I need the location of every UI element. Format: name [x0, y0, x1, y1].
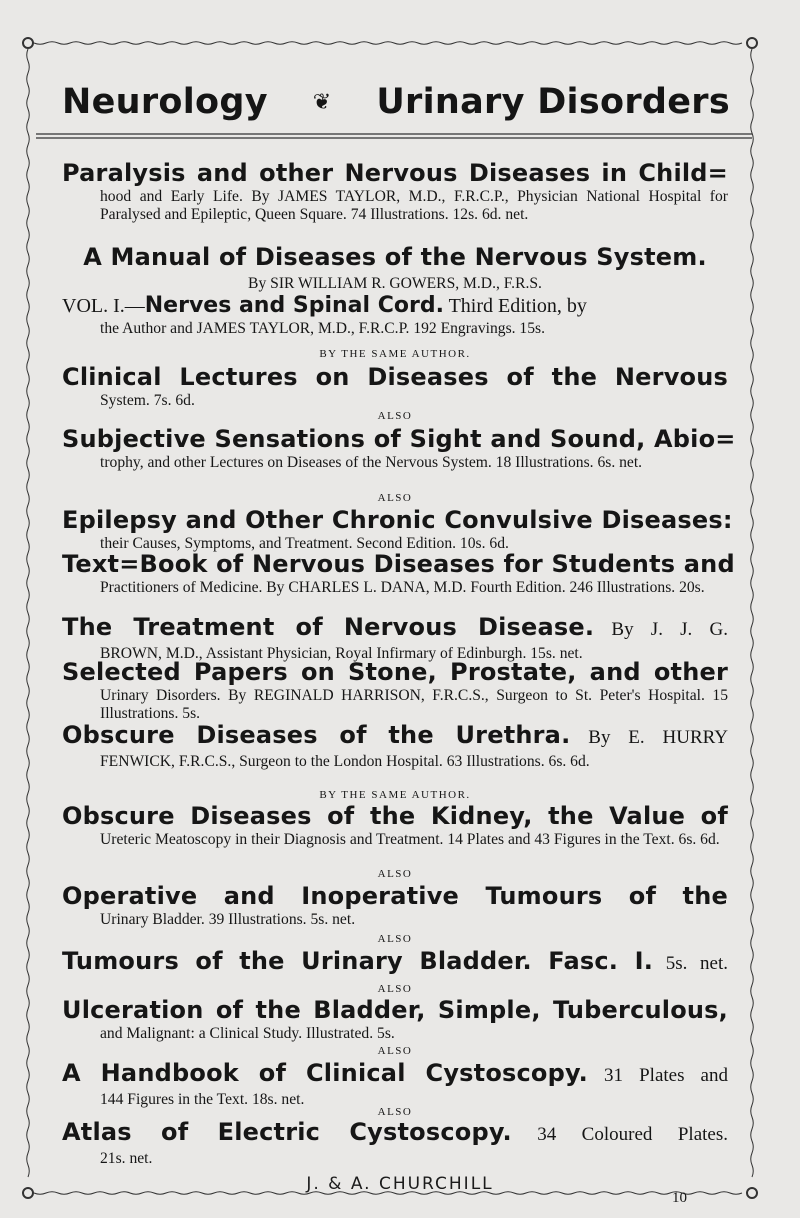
book-entry — [62, 1117, 728, 1168]
book-description: BROWN, M.D., Assistant Physician, Royal Infirmary of Edinburgh. 15s. net. — [100, 645, 583, 662]
book-entry — [62, 720, 728, 771]
book-title: Subjective Sensations of Sight and Sound, Abio= — [62, 425, 736, 453]
book-description: Practitioners of Medicine. By CHARLES L. DANA, M.D. Fourth Edition. 246 Illustrations. 20s. — [100, 579, 705, 596]
book-entry — [62, 1058, 728, 1109]
section-note: ALSO — [377, 933, 413, 945]
book-description: Urinary Bladder. 39 Illustrations. 5s. net. — [100, 911, 356, 928]
book-title: Tumours of the Urinary Bladder. Fasc. I. 5s. net. — [62, 947, 728, 975]
book-title: Clinical Lectures on Diseases of the Nervous — [62, 363, 728, 391]
page-header — [62, 76, 730, 128]
book-entry — [62, 801, 728, 849]
book-title: Text=Book of Nervous Diseases for Students and — [62, 550, 735, 578]
book-description: System. 7s. 6d. — [100, 392, 195, 409]
book-description: 21s. net. — [100, 1150, 153, 1167]
book-title: Operative and Inoperative Tumours of the — [62, 882, 728, 910]
book-description: and Malignant: a Clinical Study. Illustrated. 5s. — [100, 1025, 395, 1042]
book-description: FENWICK, F.R.C.S., Surgeon to the London Hospital. 63 Illustrations. 6s. 6d. — [100, 753, 590, 770]
book-entry — [62, 946, 728, 979]
book-description: their Causes, Symptoms, and Treatment. Second Edition. 10s. 6d. — [100, 535, 509, 552]
book-title: Obscure Diseases of the Kidney, the Value of — [62, 802, 728, 830]
section-note: BY THE SAME AUTHOR. — [319, 789, 471, 801]
book-title: Selected Papers on Stone, Prostate, and other — [62, 658, 728, 686]
book-entry — [62, 158, 728, 224]
section-note: ALSO — [377, 1106, 413, 1118]
author-byline: By SIR WILLIAM R. GOWERS, M.D., F.R.S. — [248, 275, 542, 292]
book-title: The Treatment of Nervous Disease. By J. J. G. — [62, 613, 728, 641]
book-entry — [62, 505, 733, 553]
section-note: ALSO — [377, 868, 413, 880]
book-title: Epilepsy and Other Chronic Convulsive Diseases: — [62, 506, 733, 534]
book-title: Paralysis and other Nervous Diseases in Child= — [62, 159, 728, 187]
leaf-ornament-icon: ❦ — [312, 89, 332, 115]
section-note: ALSO — [377, 492, 413, 504]
book-description: the Author and JAMES TAYLOR, M.D., F.R.C.P. 192 Engravings. 15s. — [100, 320, 545, 337]
book-title: A Manual of Diseases of the Nervous System. — [83, 243, 707, 271]
book-entry — [62, 549, 735, 597]
publisher-footer: J. & A. CHURCHILL — [306, 1174, 494, 1194]
section-note: ALSO — [377, 1045, 413, 1057]
book-entry — [62, 657, 728, 723]
book-entry — [62, 362, 728, 410]
book-title: A Handbook of Clinical Cystoscopy. 31 Plates and — [62, 1059, 728, 1087]
book-title: Atlas of Electric Cystoscopy. 34 Coloured Plates. — [62, 1118, 728, 1146]
header-right-title: Urinary Disorders — [376, 82, 730, 122]
book-description: Ureteric Meatoscopy in their Diagnosis and Treatment. 14 Plates and 43 Figures in the Text. 6s. 6d. — [100, 831, 720, 848]
book-entry — [62, 242, 728, 272]
volume-prefix: VOL. I.— — [62, 295, 145, 317]
book-entry — [62, 881, 728, 929]
volume-line — [62, 292, 728, 320]
volume-tail: Third Edition, by — [443, 295, 587, 317]
volume-details — [62, 320, 728, 338]
book-description: Urinary Disorders. By REGINALD HARRISON, F.R.C.S., Surgeon to St. Peter's Hospital. 15 Illustrations. 5s. — [100, 687, 728, 722]
book-title: Obscure Diseases of the Urethra. By E. HURRY — [62, 721, 728, 749]
section-note: BY THE SAME AUTHOR. — [319, 348, 471, 360]
book-title: Ulceration of the Bladder, Simple, Tuberculous, — [62, 996, 728, 1024]
section-note: ALSO — [377, 983, 413, 995]
book-entry — [62, 612, 728, 663]
header-left-title: Neurology — [62, 82, 268, 122]
book-description: hood and Early Life. By JAMES TAYLOR, M.D., F.R.C.P., Physician National Hospital for Paralysed and Epileptic, Queen Square. 74 Illustrations. 12s. 6d. net. — [100, 188, 728, 223]
section-note: ALSO — [377, 410, 413, 422]
book-description: trophy, and other Lectures on Diseases of the Nervous System. 18 Illustrations. 6s. net. — [100, 454, 643, 471]
volume-title: Nerves and Spinal Cord. — [144, 293, 444, 318]
book-description: 144 Figures in the Text. 18s. net. — [100, 1091, 305, 1108]
book-entry — [62, 995, 728, 1043]
book-entry — [62, 424, 736, 472]
page-number: 10 — [672, 1190, 687, 1206]
